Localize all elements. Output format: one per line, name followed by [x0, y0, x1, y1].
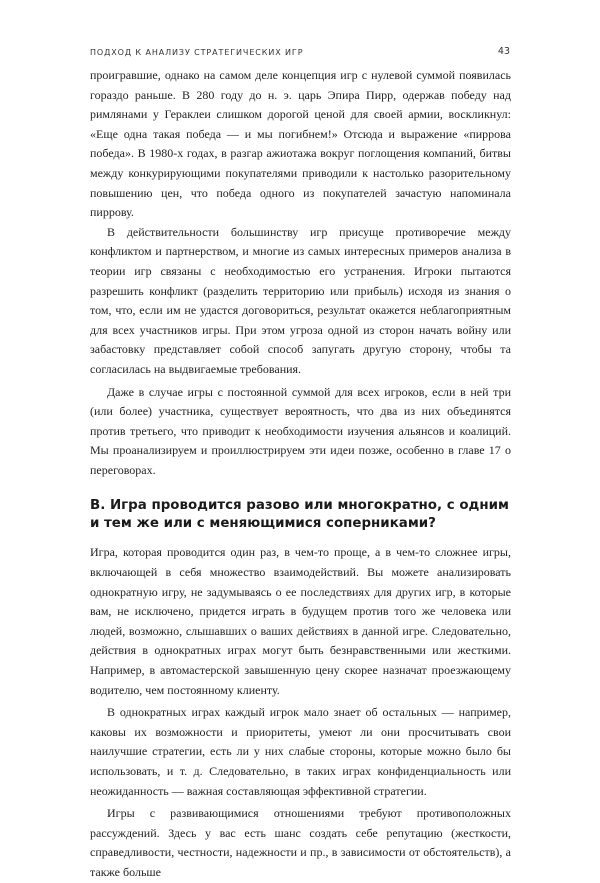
- paragraph: В однократных играх каждый игрок мало знает об остальных — например, каковы их возможности и приоритеты, умеют ли они просчитывать свои наилучшие стратегии, есть ли у них слабые стороны, которые можно было бы использовать, и т. д. Следовательно, в таких играх конфиденциальность или неожиданность — важная составляющая эффективной стратегии.: [90, 705, 511, 798]
- paragraph: Игра, которая проводится один раз, в чем-то проще, а в чем-то сложнее игры, включающей в себя множество взаимодействий. Вы можете анализировать однократную игру, не задумываясь о ее последствиях для других игр, в которые вам, не исключено, придется играть в будущем против того же человека или людей, возможно, слышавших о ваших действиях в данной игре. Следовательно, действия в однократных играх могут быть безнравственными или жесткими. Например, в автомастерской завышенную цену скорее назначат проезжающему водителю, чем постоянному клиенту.: [90, 545, 511, 697]
- paragraph: Даже в случае игры с постоянной суммой для всех игроков, если в ней три (или более) участника, существует вероятность, что два из них объединятся против третьего, что приводит к необходимости изучения альянсов и коалиций. Мы проанализируем и проиллюстрируем эти идеи позже, особенно в главе 17 о переговорах.: [90, 384, 511, 477]
- page-number: 43: [497, 46, 510, 57]
- paragraph: В действительности большинству игр присуще противоречие между конфликтом и партнерством, и многие из самых интересных примеров анализа в теории игр связаны с необходимостью его устранения. Игроки пытаются разрешить конфликт (разделить территорию или прибыль) исходя из знания о том, что, если им не удастся договориться, результат окажется неблагоприятным для всех участников игры. При этом угроза одной из сторон начать войну или забастовку представляет собой способ запугать другую сторону, чтобы та согласилась на выдвигаемые требования.: [90, 224, 511, 376]
- section-heading: В. Игра проводится разово или многократно, с одним и тем же или с меняющимися соперниками?: [90, 498, 509, 531]
- paragraph: Игры с развивающимися отношениями требуют противоположных рассуждений. Здесь у вас есть шанс создать себе репутацию (жесткости, справедливости, честности, надежности и пр., в зависимости от обстоятельств), а также больше: [90, 806, 511, 879]
- paragraph-continued: проигравшие, однако на самом деле концепция игр с нулевой суммой появилась гораздо раньше. В 280 году до н. э. царь Эпира Пирр, одержав победу над римлянами у Гераклеи слишком дорогой ценой для своей армии, воскликнул: «Еще одна такая победа — и мы погибнем!» Отсюда и выражение «пиррова победа». В 1980-х годах, в разгар ажиотажа вокруг поглощения компаний, битвы между конкурирующими покупателями приводили к настолько разорительному повышению цен, что победа одного из покупателей зачастую напоминала пиррову.: [90, 68, 511, 220]
- running-head: ПОДХОД К АНАЛИЗУ СТРАТЕГИЧЕСКИХ ИГР: [90, 48, 304, 57]
- page-body: [90, 66, 511, 883]
